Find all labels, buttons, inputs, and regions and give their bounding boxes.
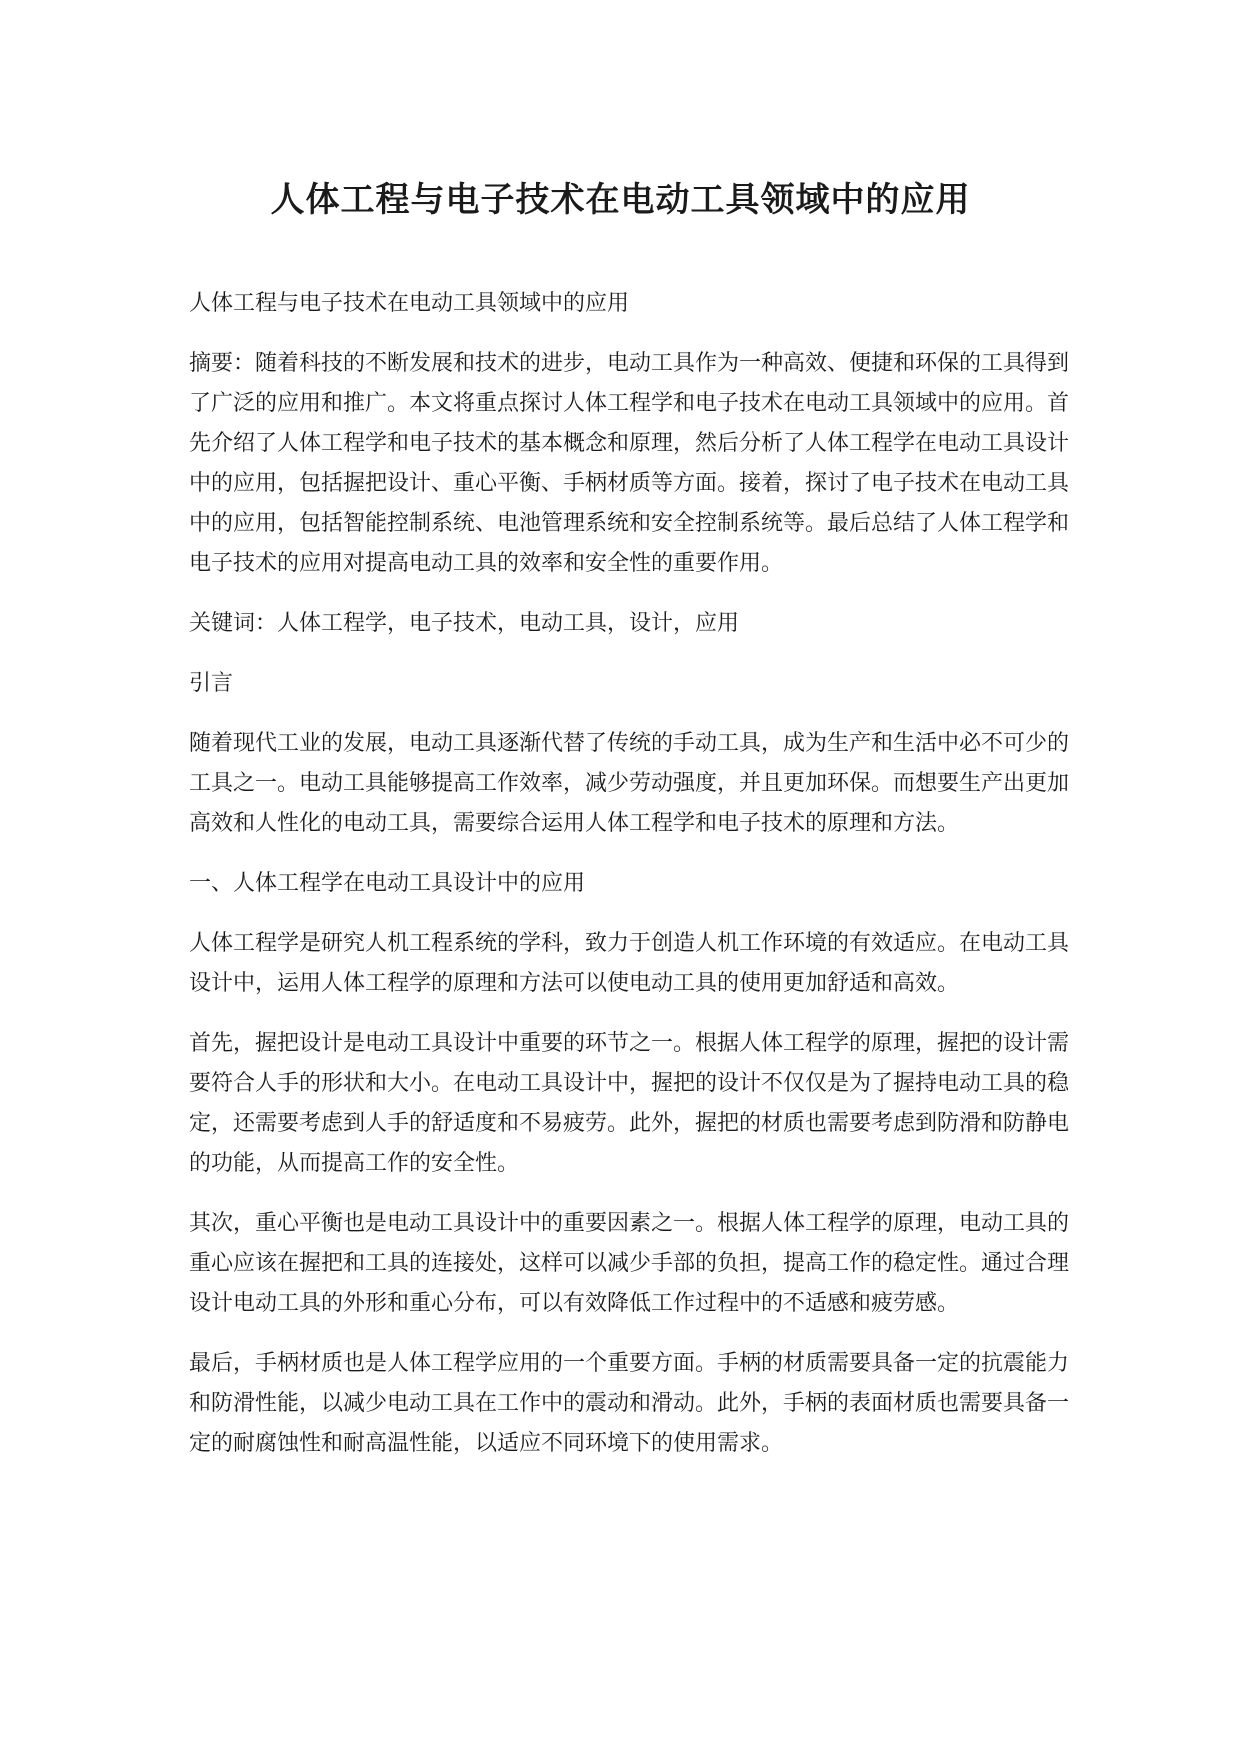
document-title: 人体工程与电子技术在电动工具领域中的应用	[270, 180, 971, 220]
keywords-paragraph: 关键词：人体工程学，电子技术，电动工具，设计，应用	[189, 611, 740, 636]
section-heading-introduction: 引言	[189, 671, 234, 696]
body-paragraph: 其次，重心平衡也是电动工具设计中的重要因素之一。根据人体工程学的原理，电动工具的重心应该在握把和工具的连接处，这样可以减少手部的负担，提高工作的稳定性。通过合理设计电动工具的外形和重心分布，可以有效降低工作过程中的不适感和疲劳感。	[189, 1211, 1070, 1316]
body-paragraph: 人体工程学是研究人机工程系统的学科，致力于创造人机工作环境的有效适应。在电动工具设计中，运用人体工程学的原理和方法可以使电动工具的使用更加舒适和高效。	[189, 931, 1070, 996]
document-body	[189, 284, 1069, 1482]
subtitle-paragraph: 人体工程与电子技术在电动工具领域中的应用	[189, 291, 630, 316]
section-heading-1: 一、人体工程学在电动工具设计中的应用	[189, 871, 586, 896]
body-paragraph: 最后，手柄材质也是人体工程学应用的一个重要方面。手柄的材质需要具备一定的抗震能力和防滑性能，以减少电动工具在工作中的震动和滑动。此外，手柄的表面材质也需要具备一定的耐腐蚀性和耐高温性能，以适应不同环境下的使用需求。	[189, 1351, 1070, 1456]
introduction-paragraph: 随着现代工业的发展，电动工具逐渐代替了传统的手动工具，成为生产和生活中必不可少的工具之一。电动工具能够提高工作效率，减少劳动强度，并且更加环保。而想要生产出更加高效和人性化的电动工具，需要综合运用人体工程学和电子技术的原理和方法。	[189, 731, 1070, 836]
body-paragraph: 首先，握把设计是电动工具设计中重要的环节之一。根据人体工程学的原理，握把的设计需要符合人手的形状和大小。在电动工具设计中，握把的设计不仅仅是为了握持电动工具的稳定，还需要考虑到人手的舒适度和不易疲劳。此外，握把的材质也需要考虑到防滑和防静电的功能，从而提高工作的安全性。	[189, 1031, 1070, 1176]
abstract-paragraph: 摘要：随着科技的不断发展和技术的进步，电动工具作为一种高效、便捷和环保的工具得到了广泛的应用和推广。本文将重点探讨人体工程学和电子技术在电动工具领域中的应用。首先介绍了人体工程学和电子技术的基本概念和原理，然后分析了人体工程学在电动工具设计中的应用，包括握把设计、重心平衡、手柄材质等方面。接着，探讨了电子技术在电动工具中的应用，包括智能控制系统、电池管理系统和安全控制系统等。最后总结了人体工程学和电子技术的应用对提高电动工具的效率和安全性的重要作用。	[189, 351, 1070, 576]
